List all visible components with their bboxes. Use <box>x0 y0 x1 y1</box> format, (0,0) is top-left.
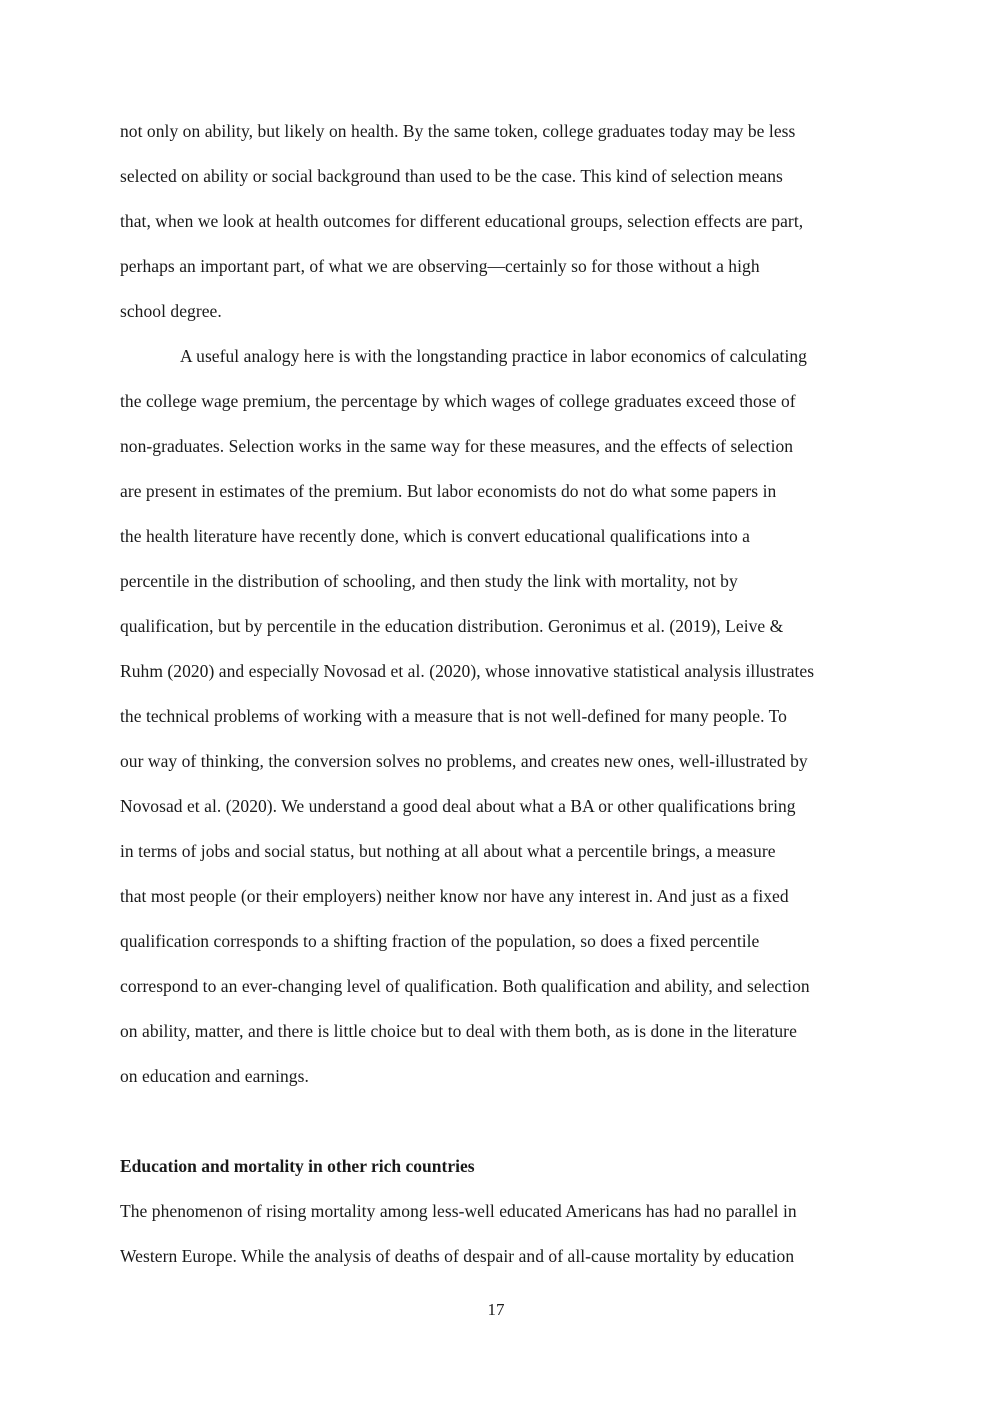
page-number: 17 <box>487 1300 505 1319</box>
text-line: in terms of jobs and social status, but nothing at all about what a percentile brings, a measure <box>120 841 776 861</box>
text-line: school degree. <box>120 301 222 321</box>
text-line: the health literature have recently done, which is convert educational qualifications into a <box>120 526 750 546</box>
text-line: The phenomenon of rising mortality among less-well educated Americans has had no parallel in <box>120 1201 797 1221</box>
text-line: not only on ability, but likely on health. By the same token, college graduates today may be less <box>120 121 796 141</box>
text-line: qualification, but by percentile in the education distribution. Geronimus et al. (2019), Leive & <box>120 616 784 636</box>
section-heading: Education and mortality in other rich countries <box>120 1156 475 1176</box>
text-line: Ruhm (2020) and especially Novosad et al. (2020), whose innovative statistical analysis illustrates <box>120 661 815 681</box>
text-line: that most people (or their employers) neither know nor have any interest in. And just as a fixed <box>120 886 789 906</box>
text-line: that, when we look at health outcomes for different educational groups, selection effects are part, <box>120 211 804 231</box>
text-line: perhaps an important part, of what we are observing—certainly so for those without a high <box>120 256 760 276</box>
text-line: are present in estimates of the premium. But labor economists do not do what some papers in <box>120 481 777 501</box>
text-line: selected on ability or social background than used to be the case. This kind of selection means <box>120 166 783 186</box>
text-line: A useful analogy here is with the longstanding practice in labor economics of calculating <box>180 346 807 366</box>
text-line: our way of thinking, the conversion solves no problems, and creates new ones, well-illustrated by <box>120 751 808 771</box>
text-line: non-graduates. Selection works in the same way for these measures, and the effects of selection <box>120 436 794 456</box>
text-line: the college wage premium, the percentage by which wages of college graduates exceed those of <box>120 391 796 411</box>
text-line: Western Europe. While the analysis of deaths of despair and of all-cause mortality by education <box>120 1246 795 1266</box>
text-line: correspond to an ever-changing level of qualification. Both qualification and ability, and selection <box>120 976 810 996</box>
text-line: on education and earnings. <box>120 1066 309 1086</box>
text-line: the technical problems of working with a measure that is not well-defined for many people. To <box>120 706 787 726</box>
text-line: on ability, matter, and there is little choice but to deal with them both, as is done in the literature <box>120 1021 797 1041</box>
text-line: percentile in the distribution of schooling, and then study the link with mortality, not by <box>120 571 738 591</box>
text-line: Novosad et al. (2020). We understand a good deal about what a BA or other qualifications bring <box>120 796 796 816</box>
text-line: qualification corresponds to a shifting fraction of the population, so does a fixed percentile <box>120 931 760 951</box>
